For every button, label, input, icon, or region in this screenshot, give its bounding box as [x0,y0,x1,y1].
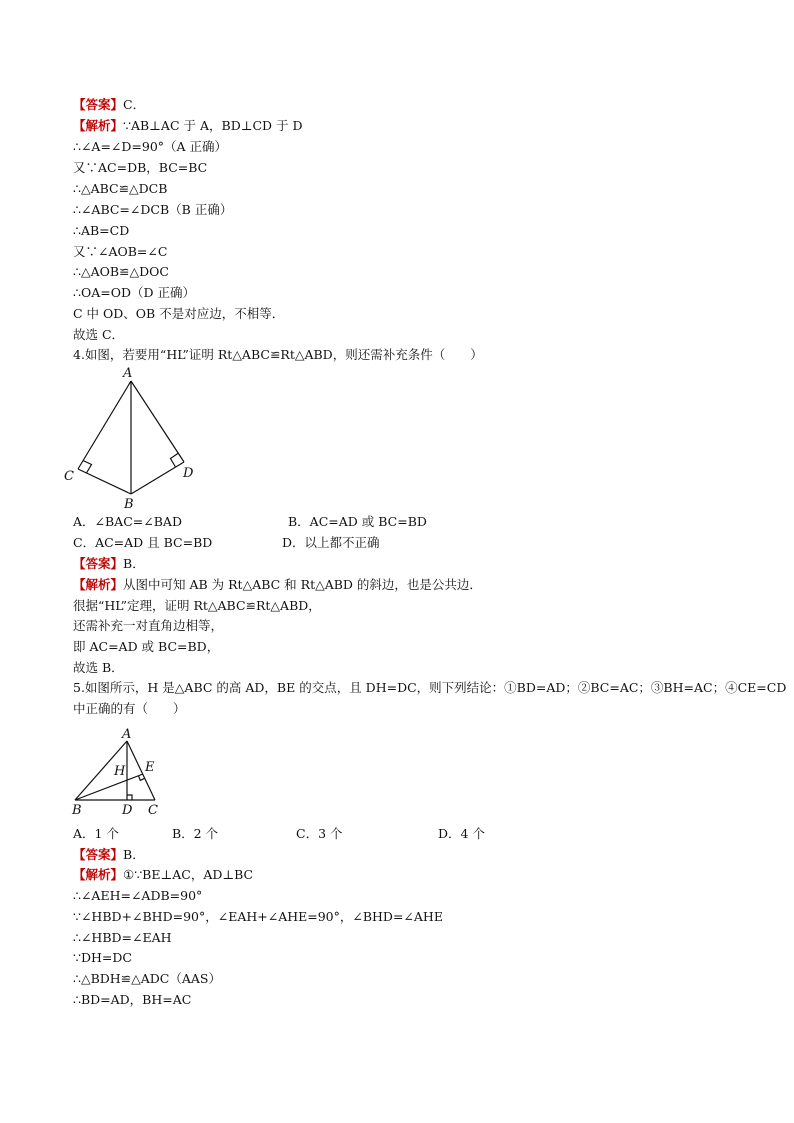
q5-analysis-line-6: ∴BD=AD，BH=AC [73,992,192,1007]
q4-label-a: A [123,366,133,381]
q3-analysis-line-2: 又∵AC=DB，BC=BC [73,160,208,175]
q3-analysis-line-8: ∴OA=OD（D 正确） [73,285,195,300]
q5-option-a: A．1 个 [73,826,119,841]
q5-figure [66,722,170,818]
q4-label-d: D [183,466,194,481]
analysis-tag: 【解析】 [73,577,124,592]
q5-analysis-line-3: ∴∠HBD=∠EAH [73,930,172,945]
analysis-tag: 【解析】 [73,867,124,882]
q3-analysis-text: ∵AB⊥AC 于 A，BD⊥CD 于 D [123,118,303,133]
q5-analysis-line-4: ∵DH=DC [73,950,132,965]
q3-answer: C． [123,97,146,112]
q5-answer: B． [123,847,145,862]
q3-analysis-line-9: C 中 OD、OB 不是对应边，不相等． [73,306,285,321]
q4-analysis-line-1: 很据“HL”定理，证明 Rt△ABC≌Rt△ABD， [73,598,321,613]
q4-analysis-line-2: 还需补充一对直角边相等， [73,618,224,633]
q5-analysis-line-1: ∴∠AEH=∠ADB=90° [73,888,203,903]
q3-answer-line [73,97,145,113]
q3-analysis-line-4: ∴∠ABC=∠DCB（B 正确） [73,202,233,217]
q3-analysis-line-0 [73,118,303,134]
q4-figure [62,364,202,512]
q4-option-b: B．AC=AD 或 BC=BD [288,514,427,529]
q5-stem-line-2: 中正确的有（ ） [73,701,186,716]
q5-label-a: A [122,727,132,742]
q5-analysis-line-2: ∵∠HBD+∠BHD=90°，∠EAH+∠AHE=90°，∠BHD=∠AHE [73,909,443,924]
q4-analysis-line-4: 故选 B． [73,660,124,675]
q5-analysis-text: ①∵BE⊥AC，AD⊥BC [123,867,254,882]
q3-analysis-line-3: ∴△ABC≌△DCB [73,181,168,196]
q4-answer: B． [123,556,145,571]
q4-label-c: C [64,469,74,484]
q4-answer-line [73,556,145,572]
q5-label-b: B [72,803,82,818]
q5-label-d: D [122,803,133,818]
analysis-tag: 【解析】 [73,118,124,133]
q5-label-e: E [145,760,155,775]
q5-option-c: C．3 个 [296,826,343,841]
q3-analysis-line-7: ∴△AOB≌△DOC [73,264,169,279]
q3-analysis-line-1: ∴∠A=∠D=90°（A 正确） [73,139,228,154]
q3-analysis-line-10: 故选 C． [73,327,125,342]
q3-analysis-line-6: 又∵∠AOB=∠C [73,244,168,259]
answer-tag: 【答案】 [73,556,124,571]
q5-label-h: H [114,764,126,779]
q5-label-c: C [148,803,158,818]
q4-option-d: D．以上都不正确 [282,535,380,550]
q4-analysis-text: 从图中可知 AB 为 Rt△ABC 和 Rt△ABD 的斜边，也是公共边． [123,577,482,592]
q4-option-a: A．∠BAC=∠BAD [73,514,182,529]
q3-analysis-line-5: ∴AB=CD [73,223,130,238]
answer-tag: 【答案】 [73,97,124,112]
q4-option-c: C．AC=AD 且 BC=BD [73,535,213,550]
q4-analysis-line-3: 即 AC=AD 或 BC=BD， [73,639,220,654]
answer-tag: 【答案】 [73,847,124,862]
q5-option-b: B．2 个 [172,826,219,841]
q4-label-b: B [124,497,134,512]
q5-analysis-line-0 [73,867,253,883]
q4-stem: 4.如图，若要用“HL”证明 Rt△ABC≌Rt△ABD，则还需补充条件（ ） [73,347,483,362]
q5-option-d: D．4 个 [438,826,485,841]
q5-answer-line [73,847,145,863]
q5-analysis-line-5: ∴△BDH≌△ADC（AAS） [73,971,221,986]
q4-analysis-line-0 [73,577,482,593]
q5-stem-line-1: 5.如图所示，H 是△ABC 的高 AD，BE 的交点，且 DH=DC，则下列结论：①BD=AD；②BC=AC；③BH=AC；④CE=CD [73,680,787,695]
